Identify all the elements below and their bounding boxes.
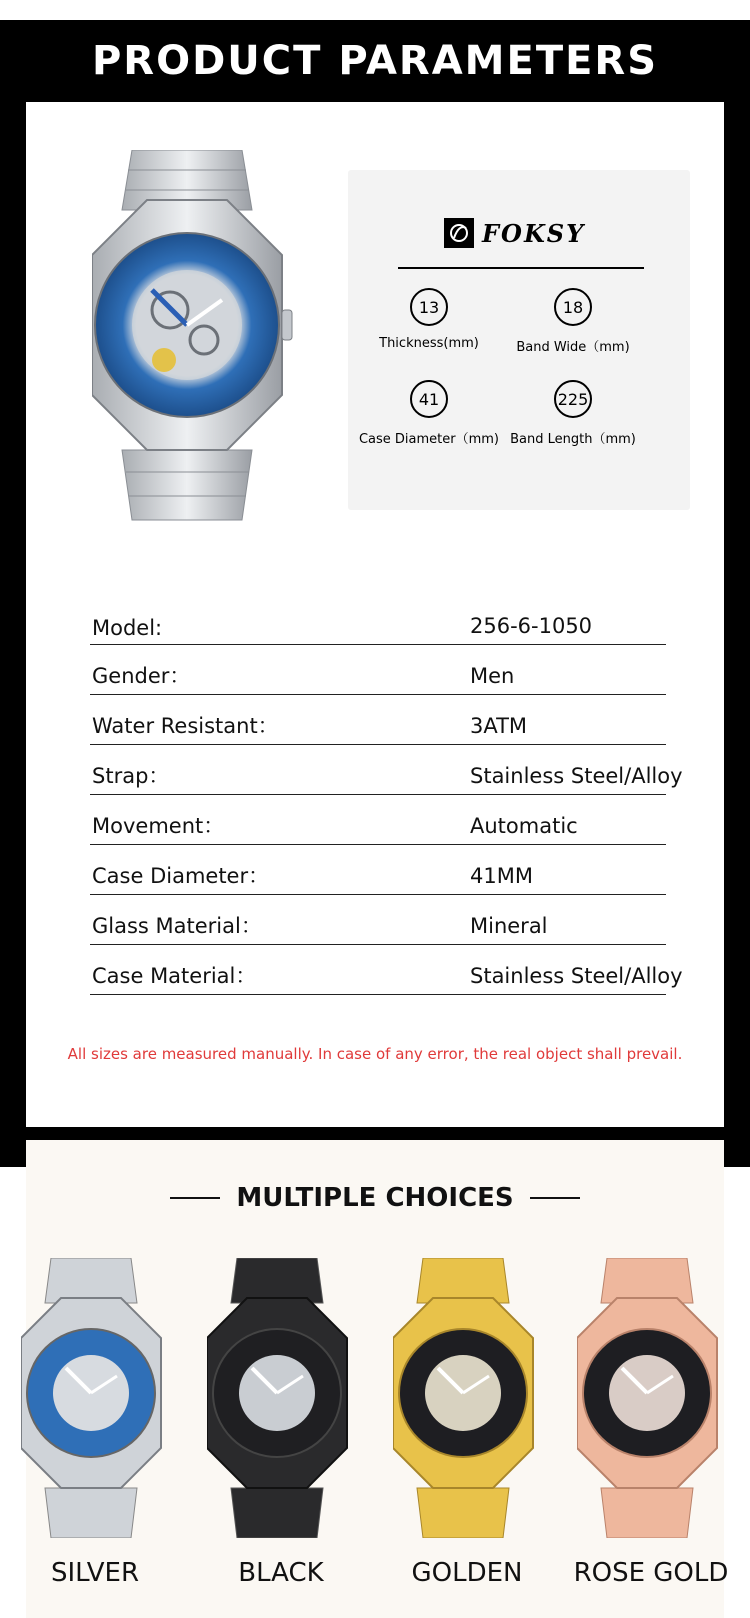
param-label: Water Resistant：: [92, 714, 279, 738]
choice-black[interactable]: [196, 1258, 366, 1598]
choices-title: MULTIPLE CHOICES: [236, 1183, 514, 1213]
spec-card: [348, 170, 690, 510]
spec-label: Band Length（mm): [510, 432, 636, 447]
param-value: Mineral: [470, 914, 548, 938]
spec-band-length: [498, 380, 648, 447]
param-label: Movement：: [92, 814, 225, 838]
page-title: PRODUCT PARAMETERS: [91, 38, 659, 84]
spec-label: Case Diameter（mm): [358, 432, 500, 447]
param-label: Glass Material：: [92, 914, 262, 938]
choice-rose-gold[interactable]: [566, 1258, 736, 1598]
param-row-water-resistant: [90, 695, 666, 745]
watch-silver-image: [21, 1258, 171, 1538]
spec-thickness: [354, 288, 504, 351]
choice-label: GOLDEN: [411, 1558, 523, 1588]
brand-logo: [444, 218, 585, 248]
param-row-glass-material: [90, 895, 666, 945]
param-value: Automatic: [470, 814, 578, 838]
choices-heading: [0, 1178, 750, 1218]
choice-silver[interactable]: [10, 1258, 180, 1598]
param-row-gender: [90, 645, 666, 695]
param-label: Model:: [92, 616, 163, 640]
choice-label: ROSE GOLD: [573, 1558, 729, 1588]
choice-label: SILVER: [50, 1558, 140, 1588]
spec-value-circle: 13: [410, 288, 448, 326]
param-label: Case Material：: [92, 964, 257, 988]
disclaimer-text: All sizes are measured manually. In case of any error, the real object shall prevail.: [67, 1045, 683, 1063]
param-row-model: [90, 595, 666, 645]
param-value: Men: [470, 664, 515, 688]
spec-band-wide: [498, 288, 648, 355]
watch-golden-image: [393, 1258, 543, 1538]
param-label: Gender：: [92, 664, 191, 688]
spec-value-circle: 18: [554, 288, 592, 326]
param-value: 256-6-1050: [470, 614, 593, 638]
param-row-strap: [90, 745, 683, 795]
param-value: 41MM: [470, 864, 533, 888]
param-label: Strap：: [92, 764, 170, 788]
param-row-case-diameter: [90, 845, 666, 895]
spec-value-circle: 225: [554, 380, 592, 418]
choice-label: BLACK: [238, 1558, 324, 1588]
spec-case-diameter: [354, 380, 504, 447]
brand-name: FOKSY: [482, 218, 586, 248]
watch-black-image: [207, 1258, 357, 1538]
spec-label: Band Wide（mm): [516, 340, 630, 355]
spec-label: Thickness(mm): [379, 336, 479, 351]
param-value: Stainless Steel/Alloy: [470, 764, 683, 788]
heading-rule-left: [170, 1197, 220, 1199]
param-value: 3ATM: [470, 714, 528, 738]
param-value: Stainless Steel/Alloy: [470, 964, 683, 988]
param-row-movement: [90, 795, 666, 845]
hero-watch-image: [92, 150, 300, 540]
choice-golden[interactable]: [382, 1258, 552, 1598]
heading-rule-right: [530, 1197, 580, 1199]
param-label: Case Diameter：: [92, 864, 270, 888]
watch-rose-gold-image: [577, 1258, 727, 1538]
foksy-logo-icon: [444, 218, 474, 248]
param-row-case-material: [90, 945, 683, 995]
logo-divider: [398, 267, 644, 269]
spec-value-circle: 41: [410, 380, 448, 418]
